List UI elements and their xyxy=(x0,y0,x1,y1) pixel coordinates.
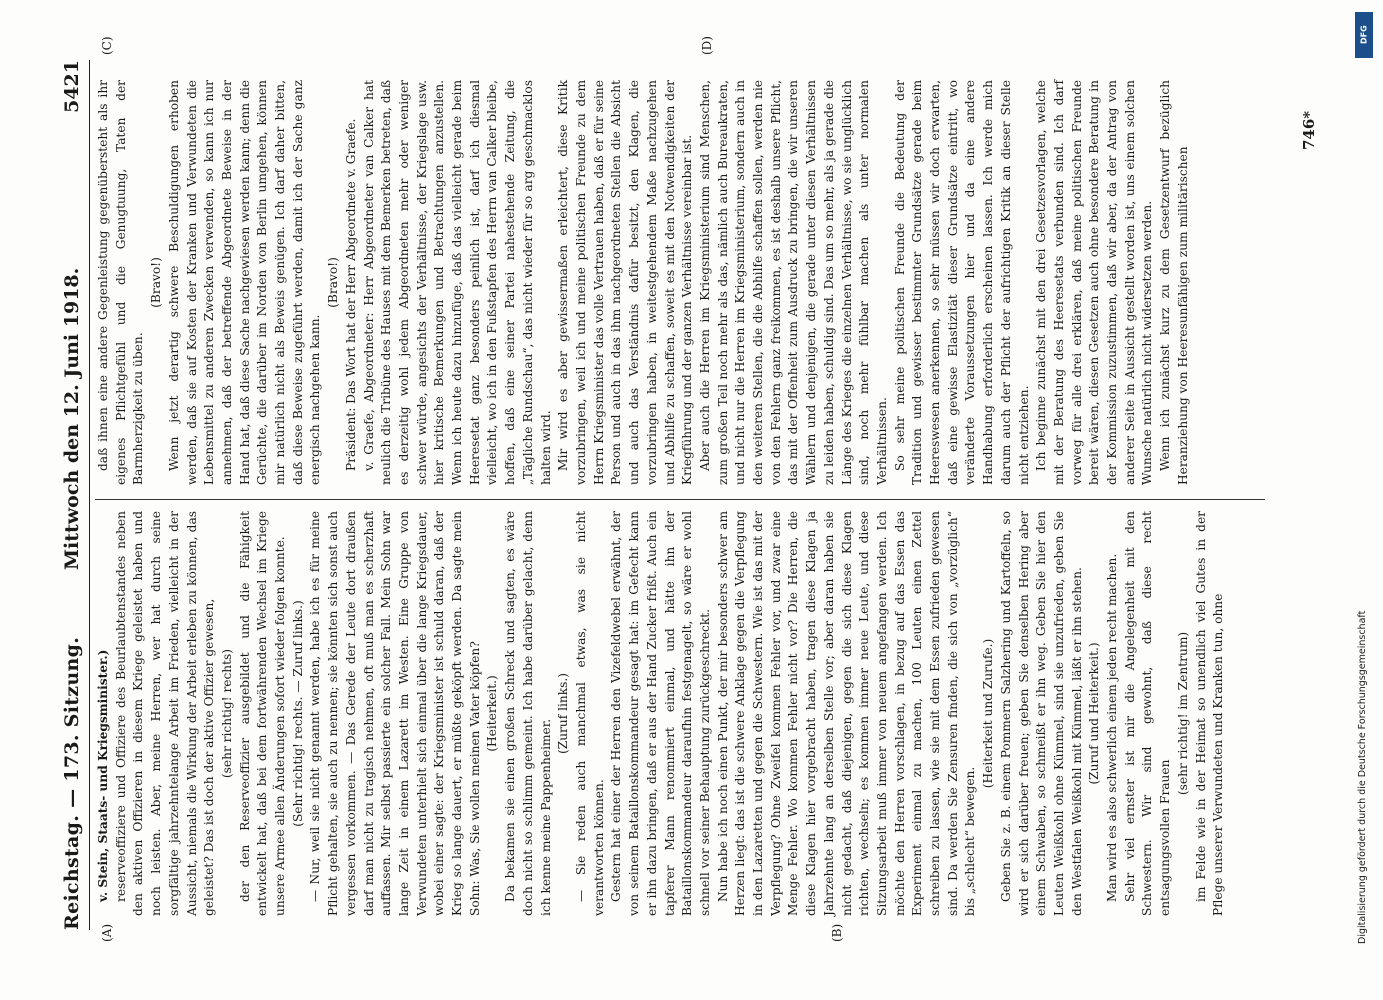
paragraph: — Nur, weil sie nicht genannt werden, habe ich es für meine Pflicht gehalten, sie auch zu nennen; sie könnten sich sonst auch vergessen vorkommen. — Das Gerede der Leute dort draußen darf man nicht zu tragisch nehmen, oft muß man es scherzhaft auffassen. Mir selbst passierte ein solcher Fall. Mein Sohn war lange Zeit in einem Lazarett im Westen. Eine Gruppe von Verwundeten unterhielt sich einmal über die lange Kriegsdauer, wobei einer sagte: der Kriegsminister ist schuld daran, daß der Krieg so lange dauert, er müßte geköpft werden. Da sagte mein Sohn: Was, Sie wollen meinen Vater köpfen? xyxy=(308,511,482,916)
margin-marker-b: (B) xyxy=(830,923,844,942)
column-divider xyxy=(95,499,1265,500)
speaker-label: v. Stein, Staats- und Kriegsminister.) xyxy=(96,649,110,902)
paragraph: Man wird es also schwerlich einem jeden recht machen. xyxy=(1105,553,1120,902)
interjection-note: (Zuruf links.) xyxy=(556,672,571,755)
left-text-column xyxy=(95,511,1228,916)
print-sheet-code: 746* xyxy=(1300,110,1318,150)
dfg-logo-badge: DFG xyxy=(1355,12,1373,58)
page-number: 5421 xyxy=(61,60,83,113)
interjection-note: (Heiterkeit.) xyxy=(485,675,500,752)
margin-marker-c: (C) xyxy=(100,36,114,55)
digitization-credit-text: Digitalisierung gefördert durch die Deutsche Forschungsgemeinschaft xyxy=(1357,610,1368,944)
paragraph: daß ihnen eine andere Gegenleistung gegenübersteht als ihr eigenes Pflichtgefühl und die Genugtuung, Taten der Barmherzigkeit zu üben. xyxy=(96,80,146,485)
margin-marker-a: (A) xyxy=(100,923,114,942)
right-text-column xyxy=(95,80,1193,485)
paragraph: Gestern hat einer der Herren den Vizefeldwebel erwähnt, der von seinem Bataillonskommandeur gesagt hat: im Gefecht kann er ihn dazu bringen, daß er aus der Hand Zucker frißt. Auch ein tapferer Mann renommiert einmal, und hätte ihn der Bataillonskommandeur daraufhin festgenagelt, so wäre er wohl schnell vor seiner Behauptung zurückgeschreckt. xyxy=(609,511,712,916)
paragraph: Mir wird es aber gewissermaßen erleichtert, diese Kritik vorzubringen, weil ich und meine politischen Freunde zu dem Herrn Kriegsminister das volle Vertrauen haben, daß er für seine Person und auch in das ihm nachgeordneten Stellen die Absicht und auch das Verständnis dafür besitzt, den Klagen, die vorzubringen haben, in weitestgehendem Maße nachzugehen und Abhilfe zu schaffen, soweit es mit den Notwendigkeiten der Kriegführung und der ganzen Verhältnisse vereinbar ist. xyxy=(556,80,695,485)
paragraph: Wenn jetzt derartig schwere Beschuldigungen erhoben werden, daß sie auf Kosten der Kranken und Verwundeten die Lebensmittel zu anderen Zwecken verwenden, so kann ich nur annehmen, daß der betreffende Abgeordnete Beweise in der Hand hat, daß diese Sache nachgewiesen werden kann; denn die Gerüchte, die darüber im Norden von Berlin umgehen, können mir natürlich nicht als Beweis genügen. Ich darf daher bitten, daß diese Beweise zugeführt werden, damit ich der Sache ganz energisch nachgehen kann. xyxy=(166,80,323,485)
paragraph: der den Reserveoffizier ausgebildet und die Fähigkeit entwickelt hat, daß bei dem fortwährenden Wechsel im Kriege unsere Armee allen Änderungen sofort wieder folgen konnte. xyxy=(237,511,288,916)
paragraph: Aber auch die Herren im Kriegsministerium sind Menschen, zum großen Teil noch mehr als das, nämlich auch Bureaukraten, und nicht nur die Herren im Kriegsministerium, sondern auch in den weiteren Stellen, die die Abhilfe schaffen sollen, werden nie von den Fehlern ganz freikommen, es ist deshalb unsere Pflicht, das mit der Offenheit zum Ausdruck zu bringen, die wir unseren Wählern und denjenigen, die gerade unter diesen Verhältnissen zu leiden haben, schuldig sind. Das um so mehr, als ja gerade die Länge des Krieges die einzelnen Verhältnisse, wo sie unglücklich sind, noch mehr fühlbar machen als unter normalen Verhältnissen. xyxy=(697,80,889,485)
digitization-credit xyxy=(1352,64,1374,944)
paragraph: Da bekamen sie einen großen Schreck und sagten, es wäre doch nicht so schlimm gemeint. Ich habe darüber gelacht, denn ich kenne meine Pappenheimer. xyxy=(503,511,553,916)
interjection-note: (Heiterkeit und Zurufe.) xyxy=(981,638,996,789)
paragraph: Geben Sie z. B. einem Pommern Salzhering und Kartoffeln, so wird er sich darüber freuen; geben Sie denselben Hering aber einem Schwaben, so schmeißt er ihn weg. Geben Sie hier den Leuten Weißkohl ohne Kümmel, sind sie unzufrieden, geben Sie den Westfalen Weißkohl mit Kümmel, läßt er ihn stehen. xyxy=(998,511,1084,916)
interjection-note: (sehr richtig! rechts) xyxy=(219,648,234,779)
interjection-note: (sehr richtig! im Zentrum) xyxy=(1175,631,1190,796)
header-date: Mittwoch den 12. Juni 1918. xyxy=(61,267,83,570)
interjection-note: (Sehr richtig! rechts. — Zuruf links.) xyxy=(290,600,305,827)
interjection-note: (Bravo!) xyxy=(149,257,164,308)
interjection-note: (Zuruf und Heiterkeit.) xyxy=(1087,642,1102,785)
paragraph: im Felde wie in der Heimat so unendlich viel Gutes in der Pflege unserer Verwundeten und Kranken tun, ohne xyxy=(1193,511,1226,916)
header-session-title: Reichstag. — 173. Sitzung. xyxy=(61,636,83,930)
paragraph: v. Graefe, Abgeordneter: Herr Abgeordneter van Calker hat neulich die Tribüne des Hauses mit dem Bemerken betreten, daß es derzeitig wohl jedem Abgeordneten mehr oder weniger schwer würde, angesichts der Verhältnisse, der Kriegslage usw. hier kritische Bemerkungen und Betrachtungen anzustellen. Wenn ich heute dazu hinzufüge, daß das vielleicht gerade beim Heeresetat ganz besonders peinlich ist, darf ich diesmal vielleicht, wo ich in den Fußstapfen des Herrn van Calker bleibe, hoffen, daß eine seiner Partei nahestehende Zeitung, die „Tägliche Rundschau“, das nicht wieder für so arg geschmacklos halten wird. xyxy=(361,80,553,485)
paragraph: Ich beginne zunächst mit den drei Gesetzesvorlagen, welche mit der Beratung des Heeresetats verbunden sind. Ich darf vorweg für alle drei erklären, daß meine politischen Freunde bereit wären, diesen Gesetzen auch ohne besondere Beratung in der Kommission zuzustimmen, daß wir aber, da der Antrag von anderer Seite in Aussicht gestellt worden ist, uns einem solchen Wunsche natürlich nicht widersetzen werden. xyxy=(1034,80,1155,485)
paragraph: Präsident: Das Wort hat der Herr Abgeordnete v. Graefe. xyxy=(343,118,358,471)
paragraph: So sehr meine politischen Freunde die Bedeutung der Tradition und gewisser bestimmter Grundsätze gerade beim Heereswesen anerkennen, so sehr müssen wir doch erwarten, daß eine gewisse Elastizität dieser Grundsätze eintritt, wo veränderte Voraussetzungen hier und da eine andere Handhabung erforderlich erscheinen lassen. Ich werde mich darum auch der Pflicht der aufrichtigen Kritik an dieser Stelle nicht entziehen. xyxy=(892,80,1031,485)
paragraph: Wenn ich zunächst kurz zu dem Gesetzentwurf bezüglich Heranziehung von Heeresunfähigen zum militärischen xyxy=(1158,80,1190,485)
page-header xyxy=(55,60,90,930)
paragraph: Nun habe ich noch einen Punkt, der mir besonders schwer am Herzen liegt: das ist die schwere Anklage gegen die Verpflegung in den Lazaretten und gegen die Schwestern. Wie ist das mit der Verpflegung? Ohne Zweifel kommen Fehler vor, und zwar eine Menge Fehler. Wo kommen Fehler nicht vor? Die Herren, die diese Klagen hier vorgebracht haben, tragen diese Klagen ja Jahrzehnte lang an derselben Stelle vor; aber daran haben sie nicht gedacht, daß diejenigen, gegen die sich diese Klagen richten, wechseln; es kommen immer neue Leute, und diese Sitzungsarbeit muß immer von neuem angefangen werden. Ich möchte den Herren vorschlagen, in bezug auf das Essen das Experiment einmal zu machen, 100 Leuten einen Zettel schreiben zu lassen, wie sie mit dem Essen zufrieden gewesen sind. Da werden Sie Zensuren finden, die sich von „vorzüglich“ bis „schlecht“ bewegen. xyxy=(715,511,978,916)
margin-marker-d: (D) xyxy=(700,36,714,55)
interjection-note: (Bravo!) xyxy=(326,257,341,308)
paragraph: — Sie reden auch manchmal etwas, was sie nicht verantworten können. xyxy=(573,511,606,916)
paragraph: Sehr viel ernster ist mir die Angelegenheit mit den Schwestern. Wir sind gewohnt, daß diese recht entsagungsvollen Frauen xyxy=(1122,511,1173,916)
paragraph: reserveoffiziere und Offiziere des Beurlaubtenstandes neben den aktiven Offizieren in diesem Kriege geleistet haben und noch leisten. Aber, meine Herren, wer hat durch seine sorgfältige jahrzehntelange Arbeit im Frieden, vielleicht in der Aussicht, niemals die Wirkung der Arbeit erleben zu können, das geleistet? Das ist doch der aktive Offizier gewesen, xyxy=(113,511,217,916)
